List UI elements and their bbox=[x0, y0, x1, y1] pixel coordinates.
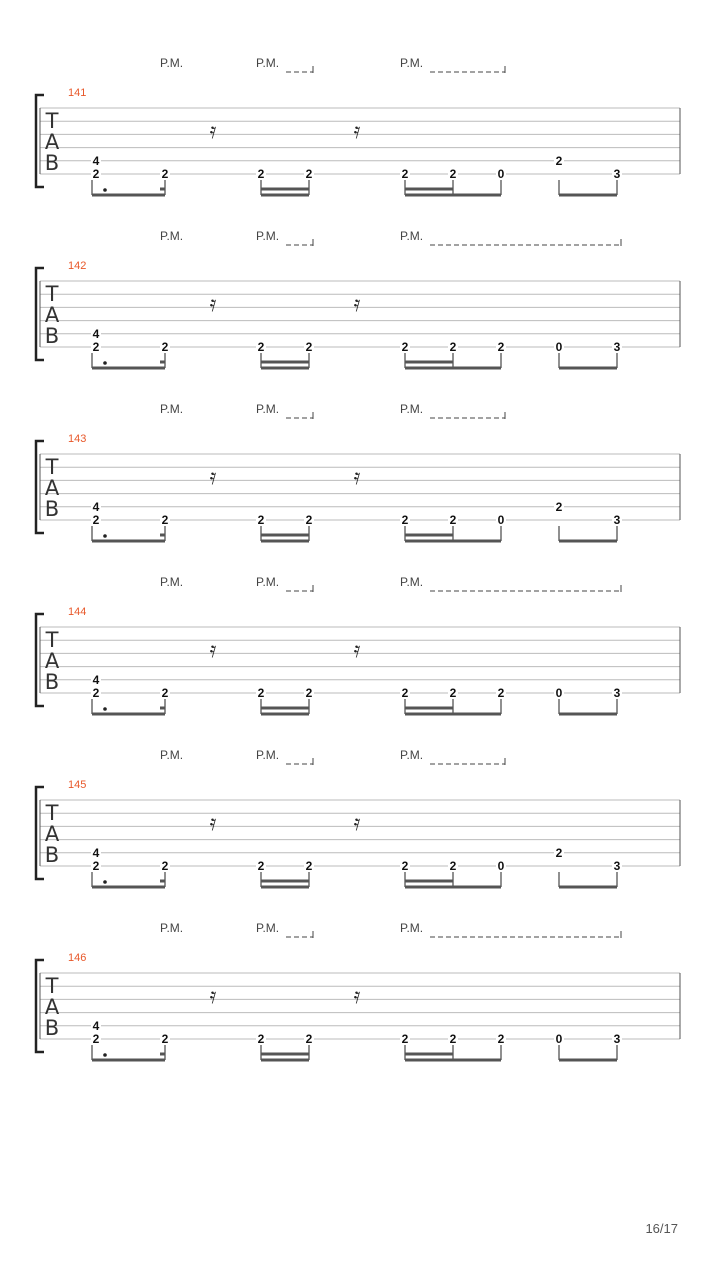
palm-mute-label: P.M. bbox=[160, 402, 184, 416]
palm-mute-label: P.M. bbox=[160, 921, 184, 935]
fret-number: 2 bbox=[555, 153, 563, 168]
palm-mute-label: P.M. bbox=[256, 748, 280, 762]
fret-number: 2 bbox=[449, 513, 457, 527]
fret-number: 4 bbox=[92, 153, 100, 168]
tab-clef-letter: A bbox=[44, 303, 60, 327]
fret-number: 4 bbox=[92, 326, 100, 341]
fret-number: 0 bbox=[497, 167, 505, 181]
dotted-note-dot bbox=[103, 1053, 107, 1057]
measure-number: 146 bbox=[68, 952, 87, 964]
tab-clef-letter: B bbox=[44, 843, 60, 867]
fret-number: 4 bbox=[92, 845, 100, 860]
palm-mute-label: P.M. bbox=[256, 575, 280, 589]
tab-clef-letter: T bbox=[45, 282, 59, 306]
palm-mute-label: P.M. bbox=[256, 56, 280, 70]
sixteenth-rest: 𝄿 bbox=[209, 465, 217, 490]
fret-number: 3 bbox=[613, 340, 621, 354]
fret-number: 2 bbox=[305, 167, 313, 181]
palm-mute-label: P.M. bbox=[160, 748, 184, 762]
fret-number: 2 bbox=[92, 513, 100, 527]
fret-number: 2 bbox=[449, 167, 457, 181]
fret-number: 2 bbox=[401, 340, 409, 354]
fret-number: 2 bbox=[161, 340, 169, 354]
palm-mute-label: P.M. bbox=[400, 748, 424, 762]
fret-number: 2 bbox=[305, 859, 313, 873]
fret-number: 2 bbox=[257, 686, 265, 700]
fret-number: 4 bbox=[92, 672, 100, 687]
fret-number: 2 bbox=[92, 686, 100, 700]
tab-clef-letter: B bbox=[44, 1016, 60, 1040]
fret-number: 2 bbox=[449, 340, 457, 354]
tab-clef-letter: B bbox=[44, 151, 60, 175]
fret-number: 2 bbox=[449, 1032, 457, 1046]
fret-number: 2 bbox=[92, 859, 100, 873]
palm-mute-label: P.M. bbox=[160, 575, 184, 589]
fret-number: 2 bbox=[305, 340, 313, 354]
sixteenth-rest: 𝄿 bbox=[209, 811, 217, 836]
fret-number: 2 bbox=[449, 686, 457, 700]
tab-system bbox=[36, 229, 680, 368]
tab-clef-letter: T bbox=[45, 628, 59, 652]
sixteenth-rest: 𝄿 bbox=[209, 119, 217, 144]
palm-mute-label: P.M. bbox=[256, 402, 280, 416]
page-number: 16/17 bbox=[645, 1221, 678, 1236]
fret-number: 2 bbox=[161, 1032, 169, 1046]
fret-number: 2 bbox=[257, 859, 265, 873]
sixteenth-rest: 𝄿 bbox=[353, 638, 361, 663]
fret-number: 2 bbox=[555, 499, 563, 514]
tab-system bbox=[36, 748, 680, 887]
fret-number: 0 bbox=[555, 686, 563, 700]
measure-number: 144 bbox=[68, 606, 87, 618]
tab-system bbox=[36, 575, 680, 714]
dotted-note-dot bbox=[103, 707, 107, 711]
palm-mute-label: P.M. bbox=[400, 56, 424, 70]
dotted-note-dot bbox=[103, 188, 107, 192]
tab-clef-letter: A bbox=[44, 649, 60, 673]
sixteenth-rest: 𝄿 bbox=[209, 292, 217, 317]
fret-number: 4 bbox=[92, 1018, 100, 1033]
palm-mute-label: P.M. bbox=[400, 921, 424, 935]
fret-number: 3 bbox=[613, 513, 621, 527]
tab-clef-letter: A bbox=[44, 995, 60, 1019]
tab-clef-letter: T bbox=[45, 455, 59, 479]
fret-number: 2 bbox=[497, 686, 505, 700]
dotted-note-dot bbox=[103, 534, 107, 538]
tab-system bbox=[36, 56, 680, 195]
fret-number: 2 bbox=[497, 340, 505, 354]
fret-number: 2 bbox=[555, 845, 563, 860]
fret-number: 2 bbox=[257, 340, 265, 354]
palm-mute-label: P.M. bbox=[400, 229, 424, 243]
tab-clef-letter: T bbox=[45, 109, 59, 133]
fret-number: 3 bbox=[613, 686, 621, 700]
fret-number: 0 bbox=[555, 340, 563, 354]
tab-system bbox=[36, 402, 680, 541]
fret-number: 2 bbox=[449, 859, 457, 873]
measure-number: 143 bbox=[68, 433, 87, 445]
sixteenth-rest: 𝄿 bbox=[353, 292, 361, 317]
fret-number: 0 bbox=[497, 859, 505, 873]
fret-number: 2 bbox=[92, 167, 100, 181]
tab-clef-letter: B bbox=[44, 497, 60, 521]
fret-number: 2 bbox=[257, 167, 265, 181]
fret-number: 2 bbox=[305, 686, 313, 700]
fret-number: 3 bbox=[613, 1032, 621, 1046]
fret-number: 2 bbox=[401, 686, 409, 700]
tab-clef-letter: A bbox=[44, 476, 60, 500]
tab-clef-letter: A bbox=[44, 130, 60, 154]
dotted-note-dot bbox=[103, 361, 107, 365]
fret-number: 2 bbox=[161, 859, 169, 873]
palm-mute-label: P.M. bbox=[160, 56, 184, 70]
fret-number: 2 bbox=[257, 513, 265, 527]
fret-number: 2 bbox=[161, 167, 169, 181]
sixteenth-rest: 𝄿 bbox=[353, 465, 361, 490]
sixteenth-rest: 𝄿 bbox=[209, 638, 217, 663]
fret-number: 0 bbox=[555, 1032, 563, 1046]
fret-number: 0 bbox=[497, 513, 505, 527]
fret-number: 2 bbox=[401, 1032, 409, 1046]
dotted-note-dot bbox=[103, 880, 107, 884]
tab-clef-letter: B bbox=[44, 670, 60, 694]
palm-mute-label: P.M. bbox=[256, 921, 280, 935]
fret-number: 2 bbox=[161, 686, 169, 700]
tab-clef-letter: A bbox=[44, 822, 60, 846]
fret-number: 2 bbox=[401, 167, 409, 181]
fret-number: 2 bbox=[92, 340, 100, 354]
measure-number: 141 bbox=[68, 87, 87, 99]
tab-system bbox=[36, 921, 680, 1060]
sixteenth-rest: 𝄿 bbox=[353, 984, 361, 1009]
fret-number: 2 bbox=[305, 1032, 313, 1046]
fret-number: 2 bbox=[401, 513, 409, 527]
fret-number: 2 bbox=[401, 859, 409, 873]
sixteenth-rest: 𝄿 bbox=[353, 119, 361, 144]
tab-clef-letter: B bbox=[44, 324, 60, 348]
palm-mute-label: P.M. bbox=[256, 229, 280, 243]
sixteenth-rest: 𝄿 bbox=[353, 811, 361, 836]
sixteenth-rest: 𝄿 bbox=[209, 984, 217, 1009]
tab-clef-letter: T bbox=[45, 801, 59, 825]
fret-number: 4 bbox=[92, 499, 100, 514]
measure-number: 145 bbox=[68, 779, 87, 791]
fret-number: 2 bbox=[257, 1032, 265, 1046]
measure-number: 142 bbox=[68, 260, 87, 272]
fret-number: 3 bbox=[613, 167, 621, 181]
fret-number: 2 bbox=[92, 1032, 100, 1046]
fret-number: 2 bbox=[305, 513, 313, 527]
palm-mute-label: P.M. bbox=[160, 229, 184, 243]
palm-mute-label: P.M. bbox=[400, 575, 424, 589]
fret-number: 2 bbox=[161, 513, 169, 527]
tab-clef-letter: T bbox=[45, 974, 59, 998]
fret-number: 2 bbox=[497, 1032, 505, 1046]
palm-mute-label: P.M. bbox=[400, 402, 424, 416]
fret-number: 3 bbox=[613, 859, 621, 873]
